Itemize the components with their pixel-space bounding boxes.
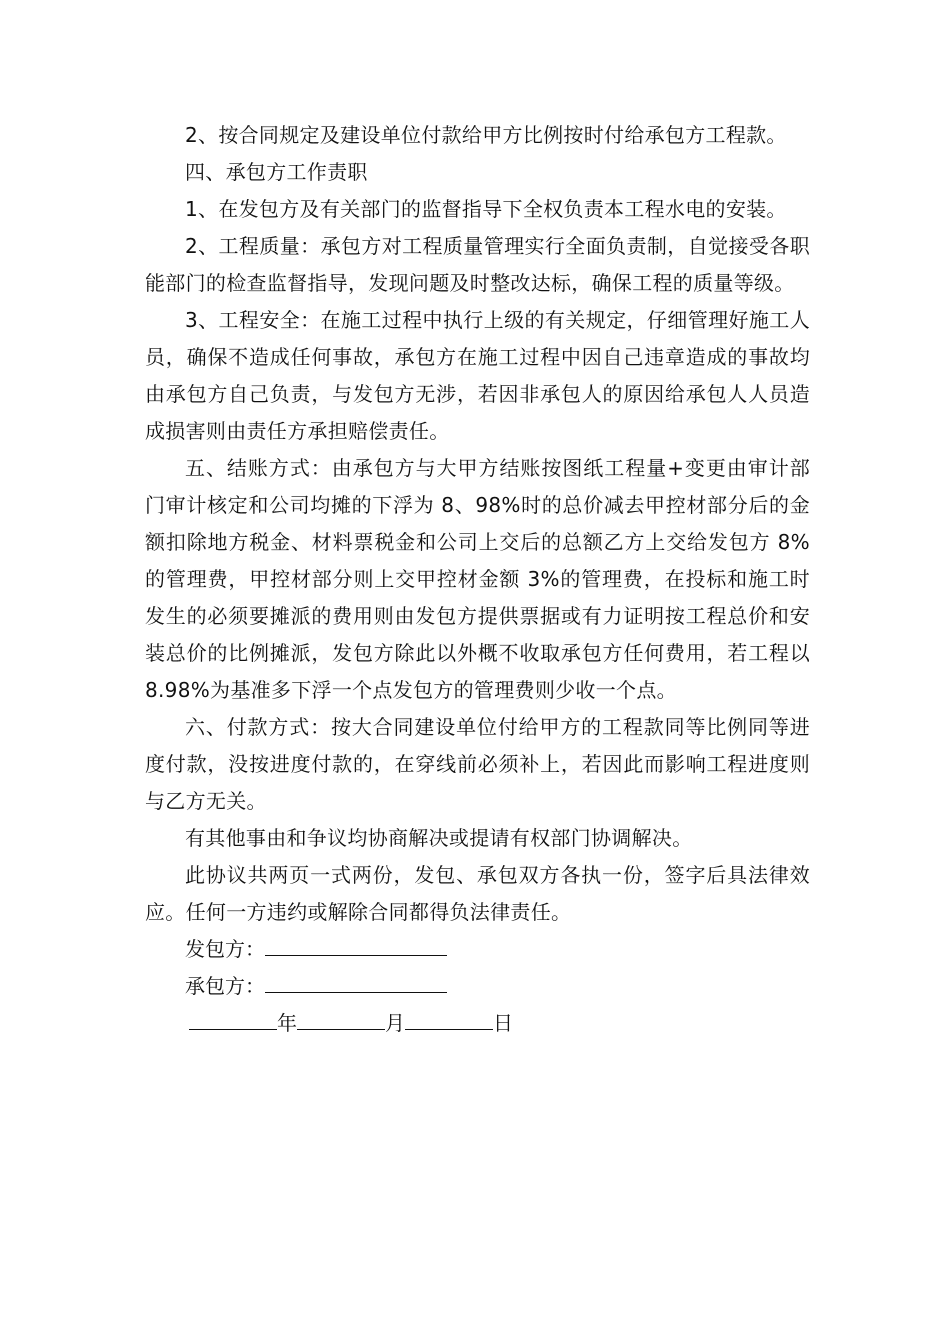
- paragraph-quality: 2、工程质量：承包方对工程质量管理实行全面负责制，自觉接受各职能部门的检查监督指导，发现问题及时整改达标，确保工程的质量等级。: [145, 234, 810, 295]
- paragraph-safety: 3、工程安全：在施工过程中执行上级的有关规定，仔细管理好施工人员，确保不造成任何事故，承包方在施工过程中因自己违章造成的事故均由承包方自己负责，与发包方无涉，若因非承包人的原因给承包人人员造成损害则由责任方承担赔偿责任。: [145, 308, 810, 443]
- party-b-signature-blank[interactable]: [265, 968, 447, 993]
- day-blank[interactable]: [405, 1005, 493, 1030]
- month-blank[interactable]: [297, 1005, 385, 1030]
- party-a-label: 发包方：: [185, 937, 265, 961]
- paragraph-installation-duty: 1、在发包方及有关部门的监督指导下全权负责本工程水电的安装。: [185, 197, 787, 221]
- paragraph-disputes: 有其他事由和争议均协商解决或提请有权部门协调解决。: [185, 826, 693, 850]
- year-label: 年: [277, 1011, 297, 1035]
- document-page: [145, 117, 810, 1042]
- date-line: [145, 1005, 810, 1042]
- signature-party-a: [145, 931, 810, 968]
- section-heading-contractor-duties: 四、承包方工作责职: [185, 160, 368, 184]
- day-label: 日: [493, 1011, 513, 1035]
- party-b-label: 承包方：: [185, 974, 265, 998]
- signature-party-b: [145, 968, 810, 1005]
- paragraph-payment-method: 六、付款方式：按大合同建设单位付给甲方的工程款同等比例同等进度付款，没按进度付款的，在穿线前必须补上，若因此而影响工程进度则与乙方无关。: [145, 715, 810, 813]
- year-blank[interactable]: [189, 1005, 277, 1030]
- party-a-signature-blank[interactable]: [265, 931, 447, 956]
- paragraph-settlement: 五、结账方式：由承包方与大甲方结账按图纸工程量+变更由审计部门审计核定和公司均摊的下浮为 8、98%时的总价减去甲控材部分后的金额扣除地方税金、材料票税金和公司上交后的总额乙方上交给发包方 8%的管理费，甲控材部分则上交甲控材金额 3%的管理费，在投标和施工时发生的必须要摊派的费用则由发包方提供票据或有力证明按工程总价和安装总价的比例摊派，发包方除此以外概不收取承包方任何费用，若工程以 8.98%为基准多下浮一个点发包方的管理费则少收一个点。: [145, 456, 810, 702]
- paragraph-payment-clause: 2、按合同规定及建设单位付款给甲方比例按时付给承包方工程款。: [185, 123, 787, 147]
- paragraph-validity: 此协议共两页一式两份，发包、承包双方各执一份，签字后具法律效应。任何一方违约或解除合同都得负法律责任。: [145, 863, 810, 924]
- month-label: 月: [385, 1011, 405, 1035]
